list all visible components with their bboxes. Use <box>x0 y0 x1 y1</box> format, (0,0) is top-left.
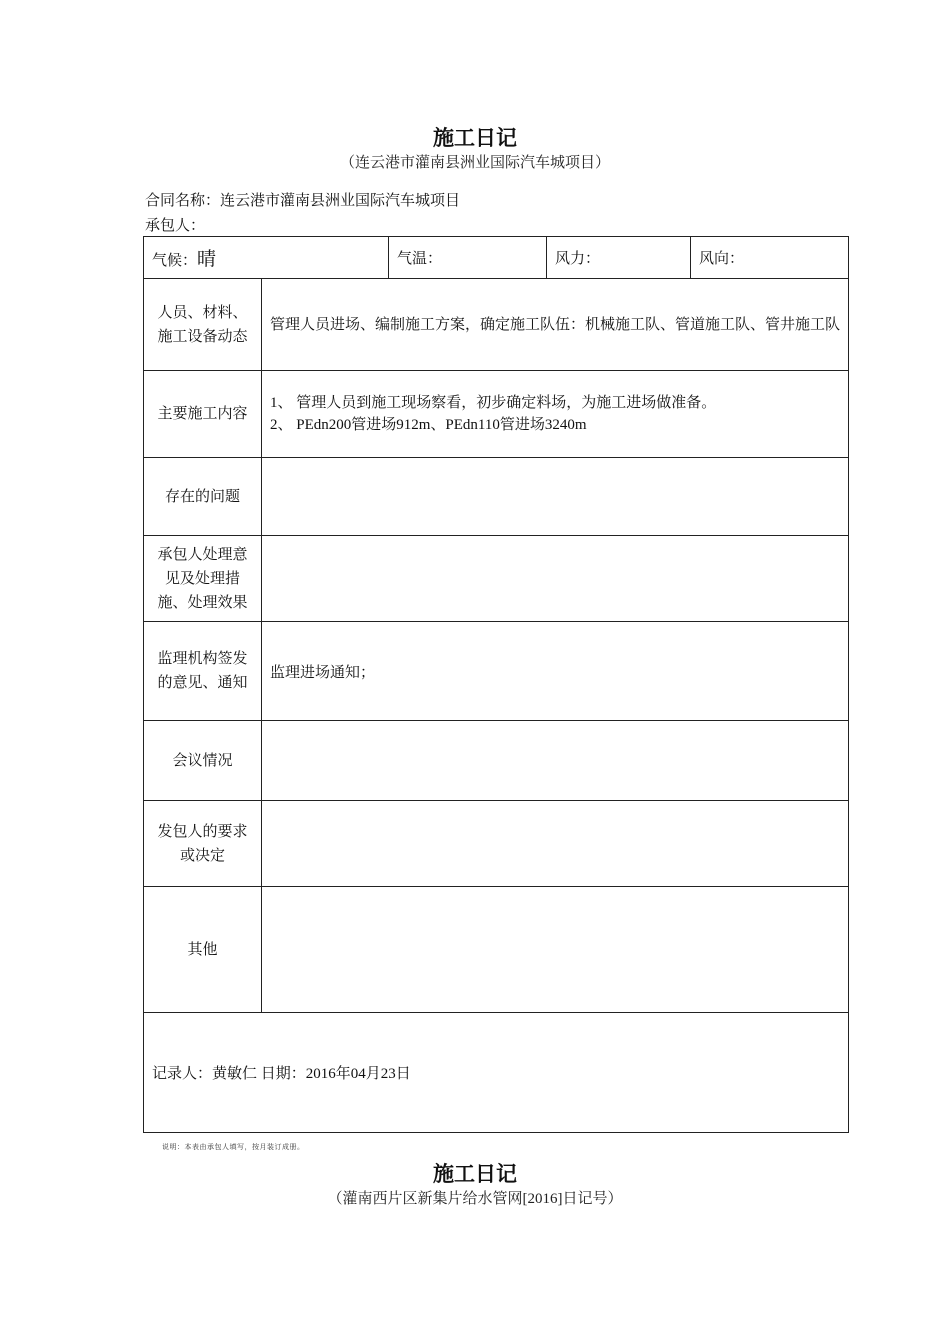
main-work-content <box>262 371 849 458</box>
temperature-cell <box>389 237 547 279</box>
personnel-content: 管理人员进场、编制施工方案，确定施工队伍：机械施工队、管道施工队、管井施工队 <box>262 279 849 371</box>
recorder-row <box>144 1013 849 1133</box>
climate-label: 气候： <box>152 253 198 269</box>
form-note: 说明：本表由承包人填写，按月装订成册。 <box>162 1143 305 1151</box>
personnel-row <box>144 279 849 371</box>
other-label: 其他 <box>144 887 262 1013</box>
page-title: 施工日记 <box>433 126 517 150</box>
supervision-content: 监理进场通知； <box>262 622 849 721</box>
meeting-content <box>262 721 849 801</box>
contract-name: 合同名称：连云港市灌南县洲业国际汽车城项目 <box>145 193 461 209</box>
personnel-label: 人员、材料、施工设备动态 <box>144 279 262 371</box>
temperature-label: 气温： <box>397 251 443 267</box>
meeting-row <box>144 721 849 801</box>
other-row <box>144 887 849 1013</box>
handling-content <box>262 536 849 622</box>
client-row <box>144 801 849 887</box>
page-subtitle: （连云港市灌南县洲业国际汽车城项目） <box>339 155 610 171</box>
weather-row <box>144 237 849 279</box>
other-content <box>262 887 849 1013</box>
handling-label: 承包人处理意见及处理措施、处理效果 <box>144 536 262 622</box>
wind-direction-label: 风向： <box>699 251 745 267</box>
main-work-row <box>144 371 849 458</box>
climate-cell <box>144 237 389 279</box>
supervision-label: 监理机构签发的意见、通知 <box>144 622 262 721</box>
wind-force-cell <box>547 237 691 279</box>
climate-value: 晴 <box>197 249 217 270</box>
next-page-subtitle: （灌南西片区新集片给水管网[2016]日记号） <box>327 1191 623 1207</box>
problems-content <box>262 458 849 536</box>
wind-direction-cell <box>691 237 849 279</box>
diary-table <box>143 236 849 1133</box>
problems-row <box>144 458 849 536</box>
recorder-info: 记录人：黄敏仁 日期：2016年04月23日 <box>144 1013 849 1133</box>
main-work-line-2: 2、 PEdn200管进场912m、PEdn110管进场3240m <box>270 417 587 433</box>
client-content <box>262 801 849 887</box>
next-page-title: 施工日记 <box>433 1162 517 1186</box>
contractor: 承包人： <box>145 218 206 234</box>
wind-force-label: 风力： <box>555 251 601 267</box>
problems-label: 存在的问题 <box>144 458 262 536</box>
meeting-label: 会议情况 <box>144 721 262 801</box>
main-work-label: 主要施工内容 <box>144 371 262 458</box>
supervision-row <box>144 622 849 721</box>
main-work-line-1: 1、 管理人员到施工现场察看，初步确定料场，为施工进场做准备。 <box>270 395 717 411</box>
client-label: 发包人的要求或决定 <box>144 801 262 887</box>
handling-row <box>144 536 849 622</box>
